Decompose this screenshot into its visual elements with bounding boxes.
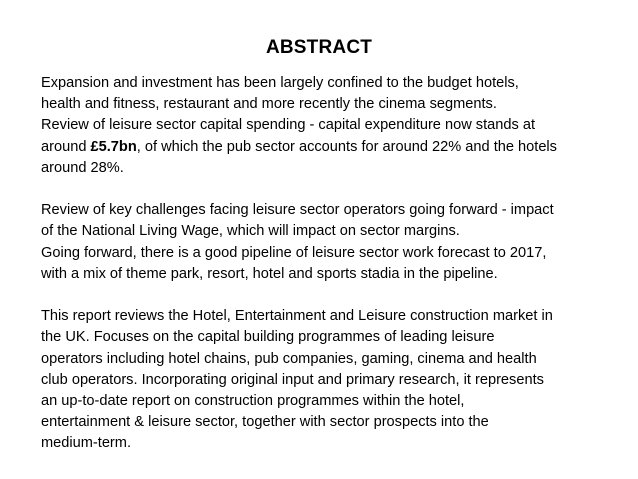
text-line: Going forward, there is a good pipeline of leisure sector work forecast to 2017, (41, 244, 547, 261)
text-line: club operators. Incorporating original input and primary research, it represents (41, 371, 544, 388)
text-line: medium-term. (41, 435, 132, 452)
text-line: of the National Living Wage, which will impact on sector margins. (41, 223, 460, 240)
text-line: around 28%. (41, 159, 124, 176)
paragraph-gap (41, 179, 626, 200)
page-title: ABSTRACT (265, 37, 373, 58)
text-line: This report reviews the Hotel, Entertainment and Leisure construction market in (41, 308, 553, 325)
text-line: entertainment & leisure sector, together with sector prospects into the (41, 414, 489, 431)
abstract-body (41, 73, 626, 455)
text-line: with a mix of theme park, resort, hotel and sports stadia in the pipeline. (41, 265, 498, 282)
capital-expenditure-value: £5.7bn (90, 138, 137, 155)
text-line: Review of leisure sector capital spending - capital expenditure now stands at (41, 117, 536, 134)
text-line: Review of key challenges facing leisure sector operators going forward - impact (41, 202, 554, 219)
text-line: Expansion and investment has been largely confined to the budget hotels, (41, 75, 519, 91)
text-line: health and fitness, restaurant and more recently the cinema segments. (41, 96, 497, 113)
text-line: the UK. Focuses on the capital building programmes of leading leisure (41, 329, 495, 346)
text-segment: , of which the pub sector accounts for around 22% and the hotels (136, 138, 557, 155)
paragraph-gap (41, 285, 626, 306)
text-line (41, 137, 626, 158)
text-line: operators including hotel chains, pub companies, gaming, cinema and health (41, 350, 537, 367)
text-line: an up-to-date report on construction programmes within the hotel, (41, 393, 465, 410)
text-segment: around (41, 138, 91, 155)
